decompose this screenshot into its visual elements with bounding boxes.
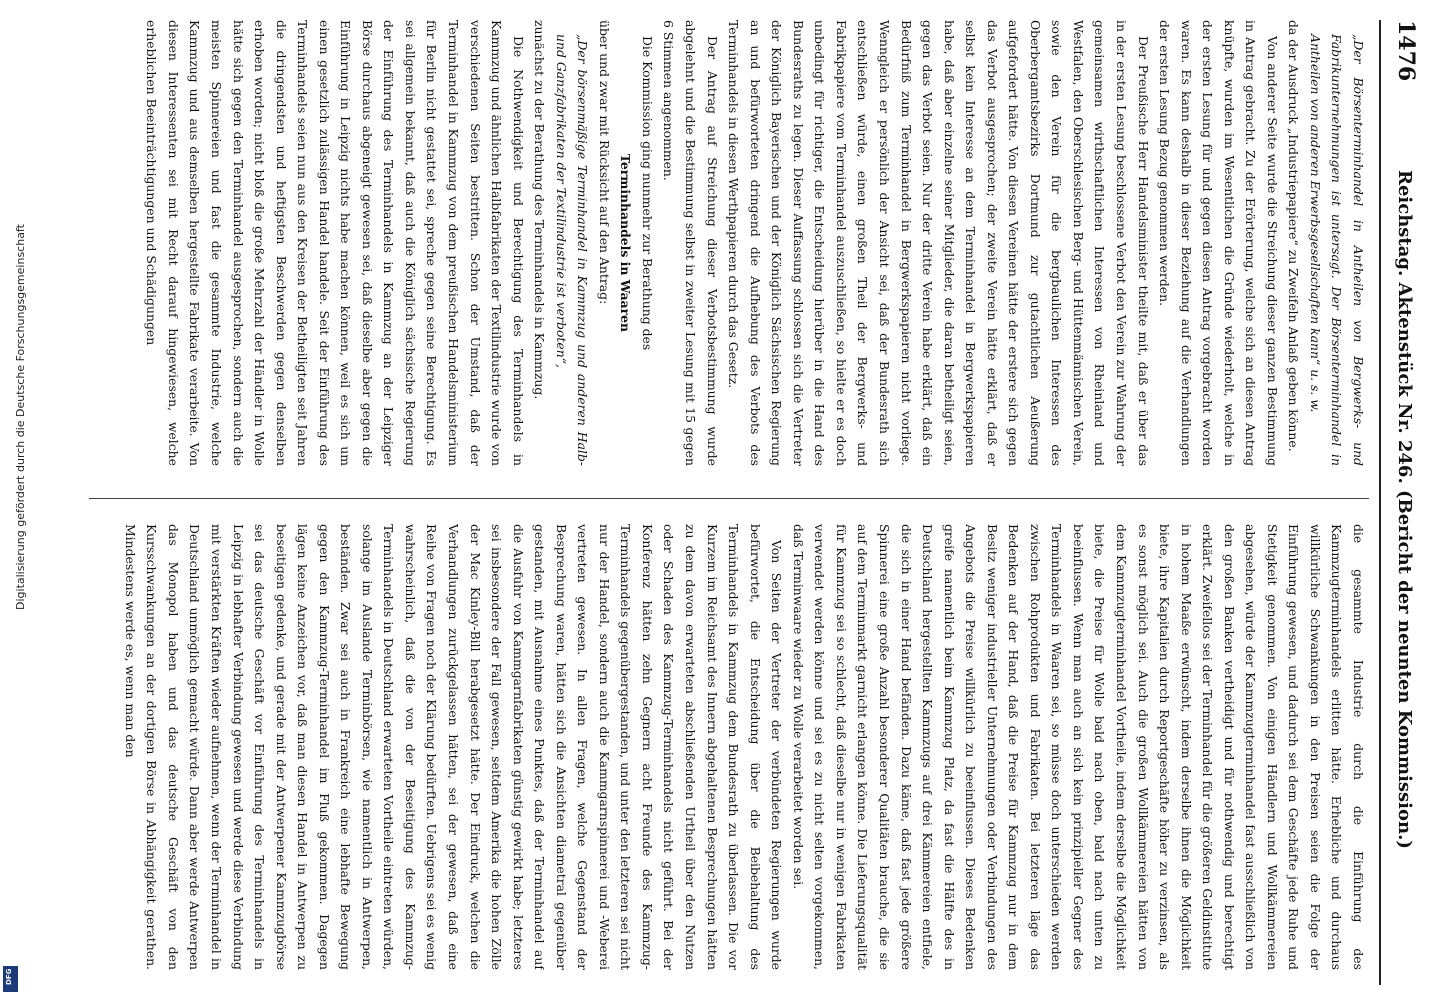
paragraph: Die Kommission ging nunmehr zur Berathung des xyxy=(639,36,655,351)
dfg-logo xyxy=(3,966,18,992)
page-header xyxy=(1379,20,1425,985)
digitization-credit xyxy=(0,0,27,1000)
section-heading: Terminhandels in Waaren xyxy=(618,154,634,332)
column-divider xyxy=(89,498,1369,499)
paragraph: Der Antrag auf Streichung dieser Verbotsbestimmung wurde abgelehnt und die Bestimmung selbst in zweiter Lesung mit 15 gegen 6 Stimmen angenommen. xyxy=(661,20,720,466)
paragraph: Von anderer Seite wurde die Streichung dieser ganzen Bestimmung in Antrag gebracht. Zu der Erörterung, welche sich an diesen Antrag knüpfte, wurden im Wesentlichen die Gründe wiederholt, welche in der ersten Lesung für und gegen diesen Antrag vorgebracht worden waren. Es kann deshalb in dieser Beziehung auf die Verhandlungen der ersten Lesung Bezug genommen werden. xyxy=(1157,20,1280,466)
credit-text: Digitalisierung gefördert durch die Deutsche Forschungsgemeinschaft xyxy=(14,224,27,610)
paragraph: Die Nothwendigkeit und Berechtigung des Terminhandels in Kammzug und ähnlichen Halbfabrikaten der Textilindustrie wurde von verschiedenen Seiten bestritten. Schon der Umstand, daß der Terminhandel in Kammzug von dem preußischen Handelsministerium für Berlin nicht gestattet sei, spreche gegen seine Berechtigung. Es sei allgemein bekannt, daß auch die Königlich sächsische Regierung der Einführung des Terminhandels in Kammzug an der Leipziger Börse durchaus abgeneigt gewesen sei, daß dieselbe aber gegen die Einführung in Leipzig nichts habe machen können, weil es sich um einen gesetzlich zulässigen Handel handele. Seit der Einführung des Terminhandels seien nun aus den Kreisen der Betheiligten seit Jahren die dringendsten und heftigsten Beschwerden gegen denselben erhoben worden; nicht bloß die große Mehrzahl der Händler in Wolle hätte sich gegen den Terminhandel ausgesprochen, sondern auch die meisten Spinnereien und fast die gesammte Industrie, welche Kammzug und aus demselben hergestellte Fabrikate verarbeite. Von diesen Interessenten sei mit Recht darauf hingewiesen, welche erheblichen Beeinträchtigungen und Schädigungen xyxy=(144,20,526,466)
right-text-column xyxy=(89,524,1369,970)
page-number: 1476 xyxy=(1393,20,1419,82)
logo-lettering: DFG xyxy=(5,968,13,985)
running-title: Reichstag. Aktenstück Nr. 246. (Bericht der neunten Kommission.) xyxy=(1394,170,1415,849)
paragraph: Von Seiten der Vertreter der verbündeten Regierungen wurde befürwortet, die Entscheidung über die Beibehaltung des Terminhandels in Kammzug dem Bundesrath zu überlassen. Die vor Kurzem im Reichsamt des Innern abgehaltenen Besprechungen hätten zu dem davon erwarteten abschließenden Urtheil über den Nutzen oder Schaden des Kammzug-Terminhandels nicht geführt. Bei der Konferenz hätten zehn Gegnern acht Freunde des Kammzug-Terminhandels gegenübergestanden, und unter den letzteren sei nicht nur der Handel, sondern auch die Kammgarnspinnerei und -Weberei vertreten gewesen. In allen Fragen, welche Gegenstand der Besprechung waren, hätten sich die Ansichten diametral gegenüber gestanden, mit Ausnahme eines Punktes, daß der Terminhandel auf die Ausfuhr von Kammgarnfabrikaten günstig gewirkt habe; letzteres sei insbesondere der Fall gewesen, seitdem Amerika die hohen Zölle der Mac Kinley-Bill herabgesetzt hätte. Der Eindruck, welchen die Verhandlungen zurückgelassen hätten, sei der gewesen, daß eine Reihe von Fragen noch der Klärung bedürften. Uebrigens sei es wenig wahrscheinlich, daß die von der Beseitigung des Kammzug-Terminhandels in Deutschland erwarteten Vortheile eintreten würden, solange im Auslande Terminbörsen, wie namentlich in Antwerpen, beständen. Zwar sei auch in Frankreich eine lebhafte Bewegung gegen den Kammzug-Terminhandel im Fluß gekommen. Dagegen lägen keine Anzeichen vor, daß man diesen Handel in Antwerpen zu beseitigen gedenke, und gerade mit der Antwerpener Kammzugbörse sei das deutsche Geschäft vor Einführung des Terminhandels in Leipzig in lebhafter Verbindung gewesen und werde diese Verbindung mit verstärkten Kräften wieder aufnehmen, wenn der Terminhandel in Deutschland unmöglich gemacht würde. Dann aber werde Antwerpen das Monopol haben und das deutsche Geschäft von den Kursschwankungen an der dortigen Börse in Abhängigkeit gerathen. Mindestens werde es, wenn man den xyxy=(122,524,785,970)
rotated-page-content xyxy=(60,20,1425,985)
paragraph: Der Preußische Herr Handelsminister theilte mit, daß er über das in der ersten Lesung beschlossene Verbot den Verein zur Wahrung der gemeinsamen wirthschaftlichen Interessen von Rheinland und Westfalen, den Oberschlesischen Berg- und Hüttenmännischen Verein, sowie den Verein für die bergbaulichen Interessen des Oberbergamtsbezirks Dortmund zur gutachtlichen Aeußerung aufgefordert hätte. Von diesen Vereinen hätte der erstere sich gegen das Verbot ausgesprochen; der zweite Verein hätte erklärt, daß er selbst kein Interesse an dem Terminhandel in Bergwerkspapieren habe, daß aber einzelne seiner Mitglieder, die daran betheiligt seien, gegen das Verbot seien. Nur der dritte Verein habe erklärt, daß ein Bedürfniß zum Terminhandel in Bergwerkspapieren nicht vorliege. Wenngleich er persönlich der Ansicht sei, daß der Bundesrath sich entschließen würde, einen großen Theil der Bergwerks- und Fabrikpapiere vom Terminhandel auszuschließen, so hielte er es doch unbedingt für richtiger, die Entscheidung hierüber in die Hand des Bundesraths zu legen. Dieser Auffassung schlossen sich die Vertreter der Königlich Bayerischen und der Königlich Sächsischen Regierung an und befürworteten dringend die Aufhebung des Verbots des Terminhandels in diesen Werthpapieren durch das Gesetz. xyxy=(726,20,1151,466)
paragraph: zunächst zu der Berathung des Terminhandels in Kammzug. xyxy=(532,20,548,400)
left-text-column xyxy=(89,20,1369,466)
paragraph: da der Ausdruck „Industriepapiere“ zu Zweifeln Anlaß geben könne. xyxy=(1286,20,1302,452)
paragraph: über und zwar mit Rücksicht auf den Antrag: xyxy=(596,20,612,305)
paragraph: „Der Börsenterminhandel in Antheilen von Bergwerks- und Fabrikunternehmungen ist untersagt. Der Börsenterminhandel in Antheilen von anderen Erwerbsgesellschaften kann“ u. s. w. xyxy=(1307,34,1366,466)
paragraph: „Der börsenmäßige Terminhandel in Kammzug und anderen Halb- und Ganzfabrikaten der Textilindustrie ist verboten“, xyxy=(553,34,591,466)
paragraph: die gesammte Industrie durch die Einführung des Kammzugterminhandels erlitten hätte. Erhebliche und durchaus willkürliche Schwankungen in den Preisen seien die Folge der Einführung gewesen, und dadurch sei dem Geschäfte jede Ruhe und Stetigkeit genommen. Von einigen Händlern und Wollkämmereien abgesehen, würde der Kammzugterminhandel fast ausschließlich von den großen Banken vertheidigt und für nothwendig und berechtigt erklärt. Zweifellos sei der Terminhandel für die größeren Geldinstitute in hohem Maaße erwünscht, indem derselbe ihnen die Möglichkeit biete, ihre Kapitalien durch Reportgeschäfte höher zu verzinsen, als es sonst möglich sei. Auch die großen Wollkämmereien hätten von dem Kammzugterminhandel Vortheile, indem derselbe die Möglichkeit biete, die Preise für Wolle bald nach oben, bald nach unten zu beeinflussen. Wenn man auch an sich kein prinzipieller Gegner des Terminhandels in Waaren sei, so müsse doch unterschieden werden zwischen Rohprodukten und Fabrikaten. Bei letzteren läge das Bedenken auf der Hand, daß die Preise für Kammzug nur in dem Besitz weniger industrieller Unternehmungen oder Verbindungen des Angebots die Preise willkürlich zu beeinflussen. Dieses Bedenken greife namentlich beim Kammzug Platz, da fast die Hälfte des in Deutschland hergestellten Kammzugs auf drei Kämmereien entfiele, die sich in einer Hand befänden. Dazu käme, daß fast jede größere Spinnerei eine große Anzahl besonderer Qualitäten brauche, die sie auf dem Terminmarkt garnicht erlangen könne. Die Lieferungsqualität für Kammzug sei so schlecht, daß dieselbe nur in wenigen Fabrikaten verwendet werden könne und sei es zu nicht selten vorgekommen, daß Terminwaare wieder zu Wolle verarbeitet worden sei. xyxy=(790,524,1366,970)
